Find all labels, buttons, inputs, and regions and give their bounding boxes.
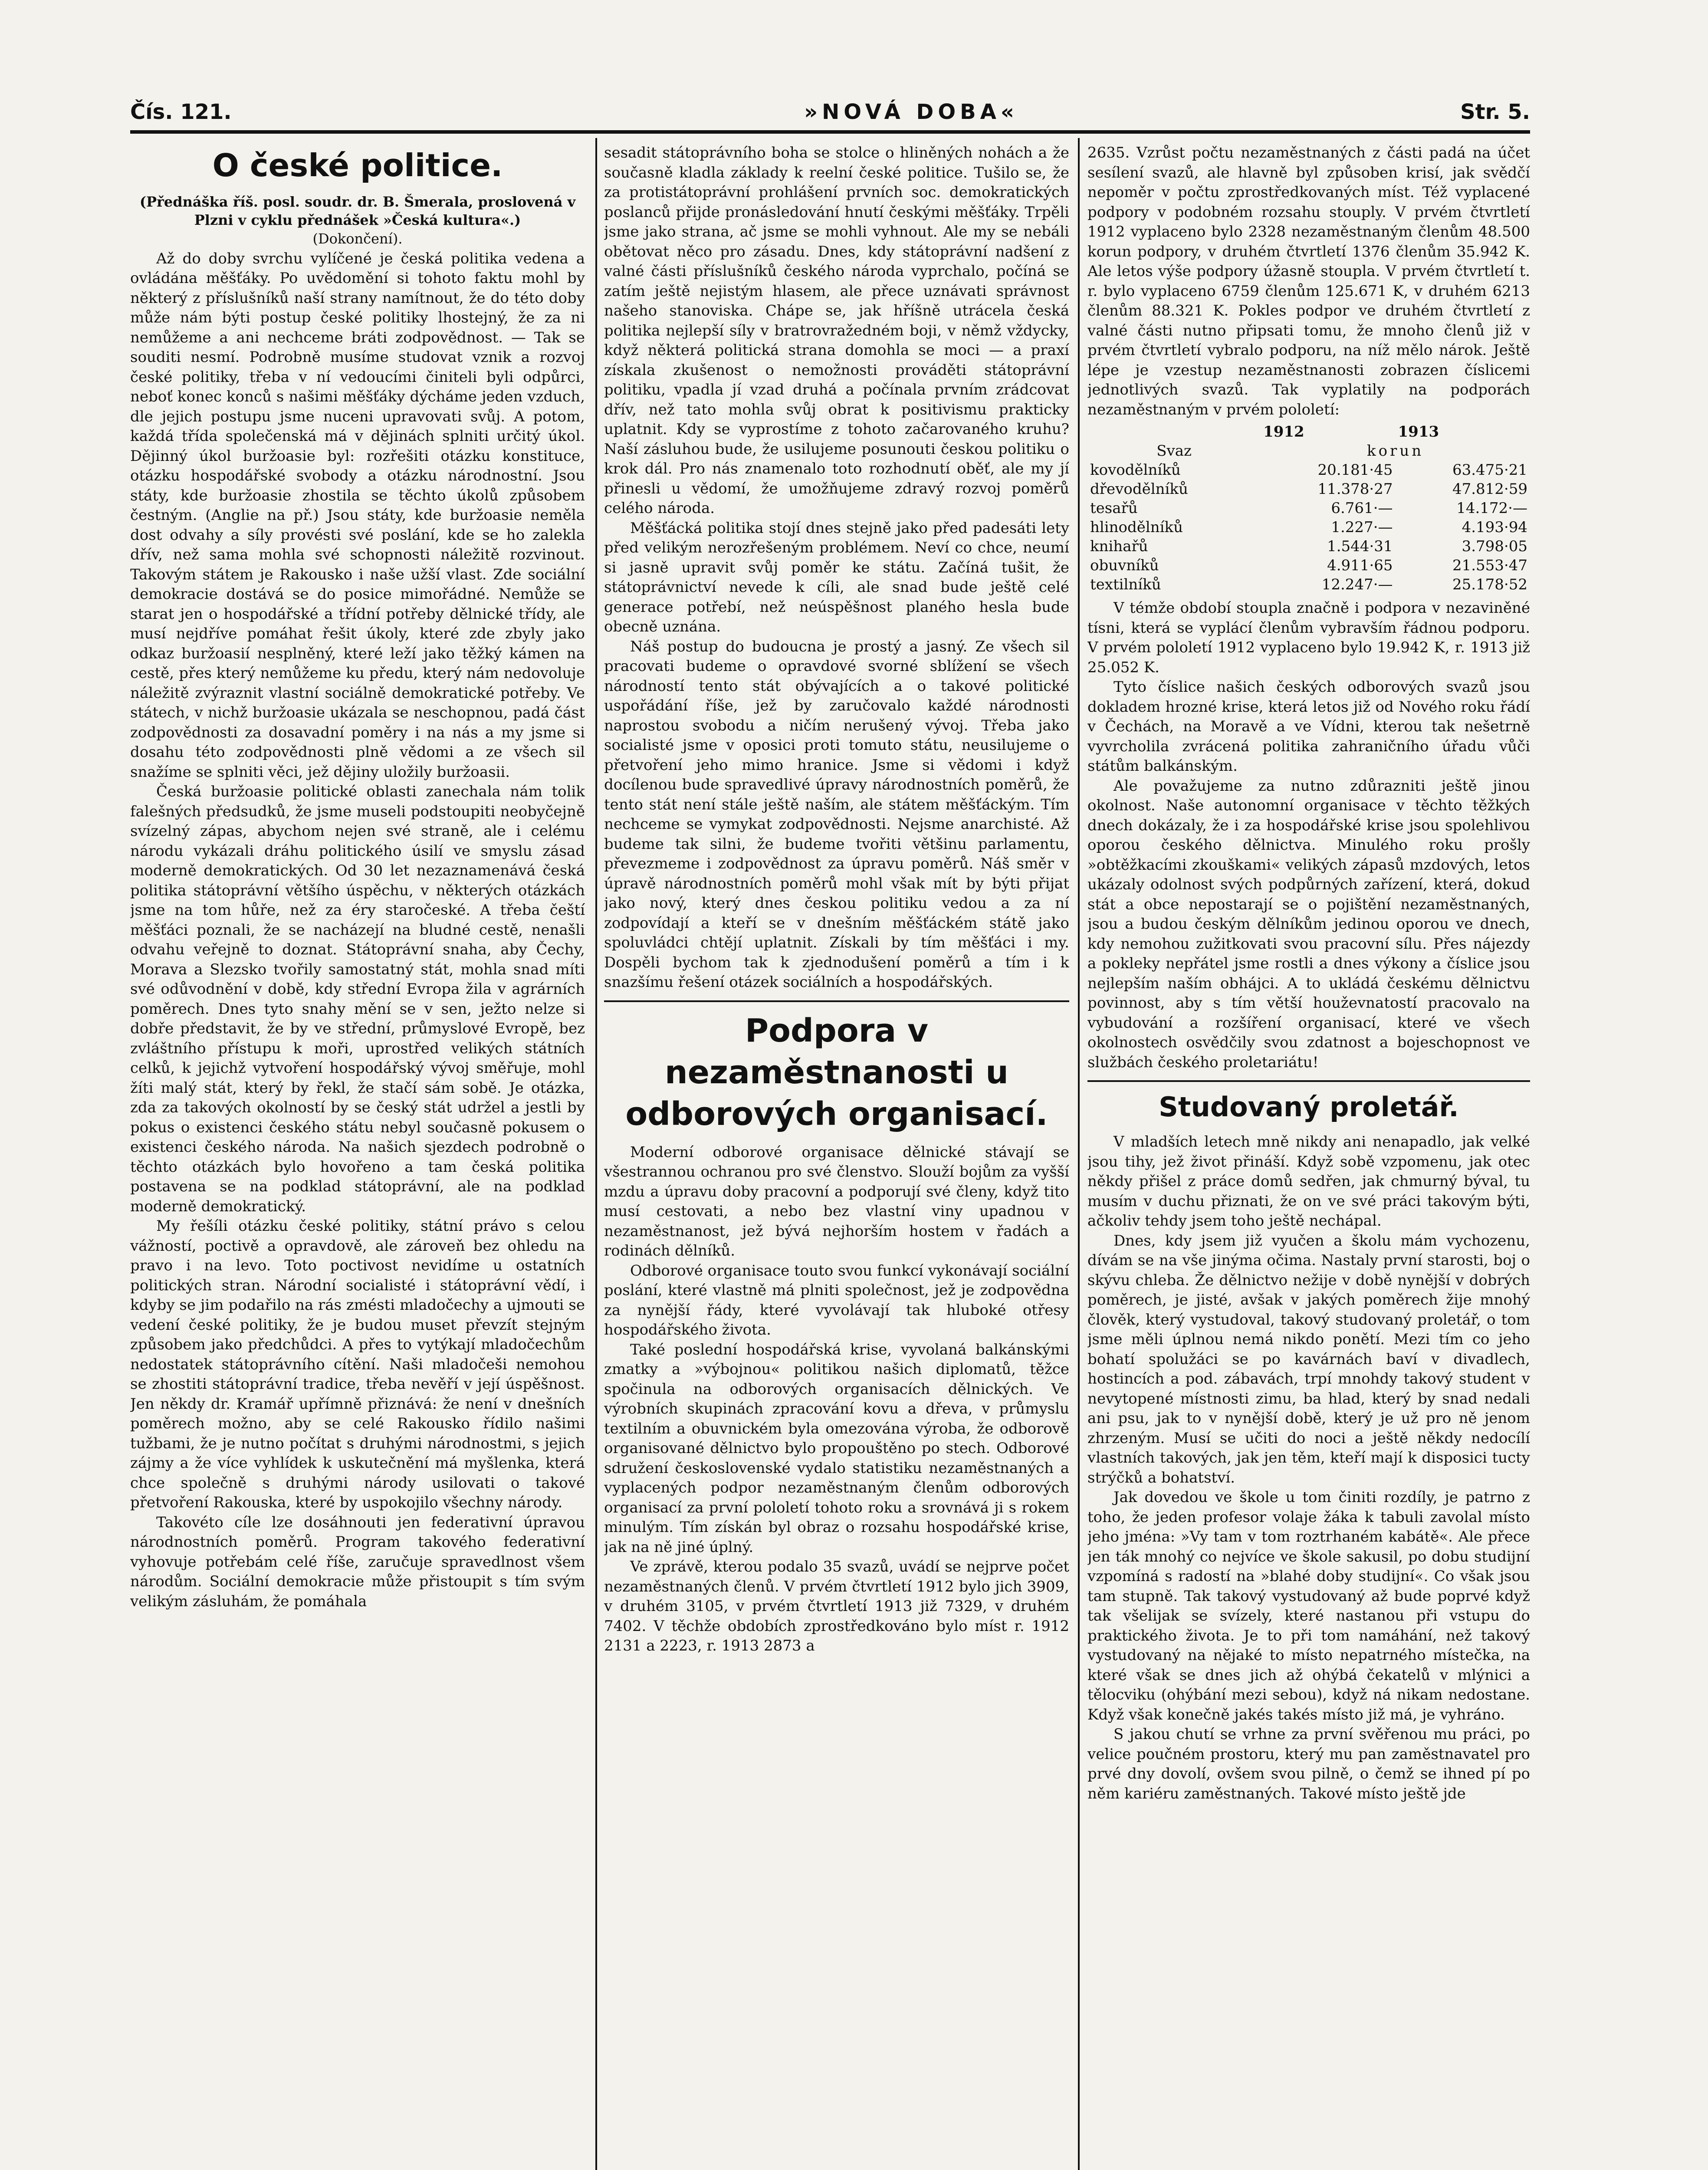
unemployment-support-table xyxy=(1087,422,1530,594)
table-cell-1913: 63.475·21 xyxy=(1452,461,1527,479)
article-title-o-ceske-politice: O české politice. xyxy=(212,147,503,184)
table-cell-1913: 25.178·52 xyxy=(1452,576,1527,593)
table-cell-name: kovodělníků xyxy=(1090,461,1181,479)
table-row xyxy=(1087,518,1530,537)
table-cell-1912: 1.544·31 xyxy=(1327,538,1393,555)
paragraph: Takovéto cíle lze dosáhnouti jen federativní úpravou národnostních poměrů. Program takového federativní vyhovuje potřebám celé říše, zaručuje spravedlnost všem národům. Sociální demokracie může přistoupit s tím svým velikým zásluhám, že pomáhala xyxy=(130,1513,585,1610)
paragraph: Dnes, kdy jsem již vyučen a školu mám vychozenu, dívám se na vše jinýma očima. Nastaly první starosti, boj o skývu chleba. Že dělnictvo nežije v době nynější v dobrých poměrech, je jisté, avšak v jakých poměrech žije mnohý člověk, který vystudoval, takový studovaný proletář, o tom jsme měli úplnou nemá nikdo ponětí. Mezi tím co jeho bohatí spolužáci se po kavárnách baví v divadlech, hostincích a pod. zábavách, trpí mnohdy takový student v nevytopené místnosti zimu, ba hlad, který by snad nedali ani psu, jak to v nynější době, který je už pro ně jenom zhrzeným. Musí se učiti do noci a ještě někdy nedocílí vlastních takových, jak jen těm, kteří mají k disposici tucty strýčků a bohatství. xyxy=(1087,1232,1530,1486)
header-rule xyxy=(130,130,1530,134)
table-row xyxy=(1087,460,1530,480)
table-cell-1913: 4.193·94 xyxy=(1462,519,1527,536)
paragraph: Měšťácká politika stojí dnes stejně jako před padesáti lety před velikým nerozřešeným problémem. Neví co chce, neumí si jasně upravit svůj poměr ke státu. Začíná tušit, že státoprávnictví nevede k cíli, ale snad bude ještě celé generace potřebí, než neúspěšnost planého hesla bude obecně uznána. xyxy=(604,519,1069,635)
paragraph: sesadit státoprávního boha se stolce o hliněných nohách a že současně kladla základy k reelní české politice. Tušilo se, že za protistátoprávní prohlášení prvních soc. demokratických poslanců přijde pronásledování hnutí českými měšťáky. Trpěli jsme jako strana, ač jsme se mohli vyhnout. Ale my se nebáli obětovat něco pro zásadu. Dnes, kdy státoprávní nadšení z valné části příslušníků českého národa vyprchalo, počíná se zatím ještě nejistým hlasem, ale přece uznávati správnost našeho stanoviska. Chápe se, jak hříšně utrácela česká politika nejlepší síly v bratrovražedném boji, v němž vždycky, když některá politická strana domohla se moci — a praxí získala zkušenost o nemožnosti prováděti státoprávní politiku, vpadla jí vzad druhá a počínala prvním zrádcovat dřív, než tato mohla svůj obrat k positivismu prakticky uplatnit. Kdy se vyprostíme z tohoto začarovaného kruhu? Naší zásluhou bude, že usilujeme posunouti českou politiku o krok dál. Pro nás znamenalo toto rozhodnutí oběť, ale my jí přinesli u vědomí, že umožňujeme zdravý rozvoj poměrů celého národa. xyxy=(604,144,1069,517)
paragraph: Ale považujeme za nutno zdůrazniti ještě jinou okolnost. Naše autonomní organisace v těchto těžkých dnech dokázaly, že i za hospodářské krise jsou spolehlivou oporou českého dělnictva. Minulého roku prošly »obtěžkacími zkouškami« velikých zápasů mzdových, letos ukázaly odolnost svých podpůrných zařízení, která, dokud stát a obce nepostarají se o pojištění nezaměstnaných, jsou a budou českým dělníkům jedinou oporou ve dnech, kdy nemohou zužitkovati svou pracovní sílu. Přes nájezdy a pokleky nepřátel jsme rostli a dnes výkony a číslice jsou nejlepším naším obhájci. A to ukládá českému dělnictvu povinnost, aby s tím větší houževnatostí pracovalo na vybudování a rozšíření organisací, které ve všech okolnostech osvědčily svou zdatnost a bojeschopnost ve službách českého proletariátu! xyxy=(1087,777,1530,1071)
column-divider-2 xyxy=(1078,138,1080,2170)
issue-number: Čís. 121. xyxy=(130,100,232,124)
column-3 xyxy=(1087,143,1530,2170)
page-header xyxy=(130,96,1530,131)
table-cell-1913: 21.553·47 xyxy=(1452,557,1527,574)
table-col-union: Svaz xyxy=(1156,442,1192,460)
paragraph: V mladších letech mně nikdy ani nenapadlo, jak velké jsou tihy, jež život přináší. Když sobě vzpomenu, jak otec někdy přišel z práce domů sedřen, jak chmurný býval, tu musím v duchu přiznati, že on ve své práci takovým býti, ačkoliv tehdy jsem toho ještě nechápal. xyxy=(1087,1133,1530,1230)
table-row xyxy=(1087,556,1530,575)
table-cell-1913: 3.798·05 xyxy=(1462,538,1527,555)
table-cell-1912: 12.247·— xyxy=(1321,576,1393,593)
table-row xyxy=(1087,575,1530,594)
page-number: Str. 5. xyxy=(1460,100,1530,124)
paragraph: Moderní odborové organisace dělnické stávají se všestrannou ochranou pro své členstvo. Slouží bojům za vyšší mzdu a úpravu doby pracovní a podporují své členy, když tito musí cestovati, a nebo bez vlastní viny upadnou v nezaměstnanost, jež bývá nejhorším hostem v řadách a rodinách dělníků. xyxy=(604,1143,1069,1259)
table-year-1912: 1912 xyxy=(1263,423,1304,441)
paragraph: My řešíli otázku české politiky, státní právo s celou vážností, poctivě a opravdově, ale zároveň bez ohledu na pravo i na levo. Toto poctivost nevidíme u ostatních politických stran. Národní socialisté i státoprávní vědí, i kdyby se jim podařilo na rás zmésti mladočechy a ujmouti se vedení české politiky, že je budou muset převzít stejným způsobem jako předchůdci. A přes to vytýkají mladočechům nedostatek státoprávního cítění. Naši mladočeši nemohou se zhostiti státoprávní tradice, třeba nevěří v její úspěšnost. Jen někdy dr. Kramář upřímně přiznává: že není v dnešních poměrech možno, aby se celé Rakousko řídilo našimi tužbami, že je nutno počítat s druhými národnostmi, s jejich zájmy a že více vyhlídek k uskutečnění má myšlenka, která chce společně s druhými národy usilovati o takové přetvoření Rakouska, které by uspokojilo všechny národy. xyxy=(130,1217,585,1511)
table-cell-name: knihařů xyxy=(1090,538,1148,555)
article-title-podpora: Podpora v nezaměstnanosti u odborových organisací. xyxy=(625,1012,1048,1133)
table-cell-1912: 4.911·65 xyxy=(1327,557,1393,574)
column-2 xyxy=(604,143,1069,2170)
table-cell-1912: 20.181·45 xyxy=(1317,461,1393,479)
table-cell-1913: 47.812·59 xyxy=(1452,480,1527,498)
table-cell-name: obuvníků xyxy=(1090,557,1159,574)
paragraph: Také poslední hospodářská krise, vyvolaná balkánskými zmatky a »výbojnou« politikou našich diplomatů, těžce spočinula na odborových organisacích dělnických. Ve výrobních skupinách zpracování kovu a dřeva, v průmyslu textilním a obuvnickém byla omezována výroba, že odborově organisované dělnictvo bylo propouštěno po stech. Odborové sdružení československé vydalo statistiku nezaměstnaných a vyplacených podpor nezaměstnaným členům odborových organisací za první pololetí tohoto roku a srovnává ji s rokem minulým. Tím získán byl obraz o rozsahu hospodářské krise, jak na ně jiné úplný. xyxy=(604,1341,1069,1556)
table-cell-name: dřevodělníků xyxy=(1090,480,1188,498)
paragraph: Česká buržoasie politické oblasti zanechala nám tolik falešných předsudků, že jsme museli podstoupiti neobyčejně svízelný zápas, abychom nejen své straně, ale i celému národu vykázali dráhu politického úsilí ve smyslu zásad moderně demokratických. Od 30 let nezaznamenává česká politika státoprávní většího úspěchu, v některých otázkách jsme na tom hůře, než za éry staročeské. A třeba čeští měšťáci poznali, že se nacházejí na bludné cestě, nenašli odvahu veřejně to doznat. Státoprávní snaha, aby Čechy, Morava a Slezsko tvořily samostatný stát, mohla snad míti své odůvodnění v době, kdy střední Evropa žila v agrárních poměrech. Dnes tyto snahy mění se v sen, ježto nelze si dobře představit, že by ve střední, průmyslové Evropě, bez zvláštního přístupu k moři, uprostřed velikých státních celků, k jejichž vytvoření hospodářský vývoj směřuje, mohl žíti malý stát, který by řekl, že stačí sám sobě. Je otázka, zda za takových okolností by se český stát udržel a jestli by pokus o existenci českého státu nebyl současně pokusem o existenci českého národa. Na našich sjezdech podrobně o těchto otázkách bylo hovořeno a tam česká politika postavena se na podklad státoprávní, ale na podklad moderně demokratický. xyxy=(130,783,585,1215)
column-divider-1 xyxy=(595,138,597,2170)
table-cell-1913: 14.172·— xyxy=(1456,500,1527,517)
paragraph: S jakou chutí se vrhne za první svěřenou mu práci, po velice poučném prostoru, který mu pan zaměstnavatel pro prvé dny dovolí, ovšem svou pilně, o čemž se ihned pí po něm kariéru zaměstnaných. Takové místo ještě jde xyxy=(1087,1726,1530,1802)
paragraph: Jak dovedou ve škole u tom činiti rozdíly, je patrno z toho, že jeden profesor volaje žáka k tabuli zavolal místo jeho jména: »Vy tam v tom roztrhaném kabátě«. Ale přece jen ták mnohý co nejvíce ve škole sakusil, po dobu studijní vzpomíná s radostí na »blahé doby studijní«. Co však jsou tam stupně. Tak takový vystudovaný až bude poprvé když tak všelijak se svízely, které nastanou při vstupu do praktického života. Je to při tom namáhání, než takový vystudovaný na nějaké to místo nepatrného místečka, na které však se dnes jich až ohýbá čekatelů v mlýnici a tělocviku (ohýbání mezi sebou), když ná nikam nedostane. Když však konečně jakés takés místo již má, je vyhráno. xyxy=(1087,1489,1530,1723)
table-row xyxy=(1087,480,1530,499)
table-year-1913: 1913 xyxy=(1398,423,1439,441)
table-cell-name: textilníků xyxy=(1090,576,1161,593)
article-status: (Dokončení). xyxy=(312,230,403,247)
table-row xyxy=(1087,537,1530,556)
article-separator xyxy=(1087,1080,1530,1082)
article-subtitle: (Přednáška říš. posl. soudr. dr. B. Šmerala, proslovená v Plzni v cyklu přednášek »Česká kultura«.) xyxy=(139,194,576,228)
paragraph: V témže období stoupla značně i podpora v nezaviněné tísni, která se vyplácí členům vybravším řádnou podporu. V prvém pololetí 1912 vyplaceno bylo 19.942 K, r. 1913 již 25.052 K. xyxy=(1087,599,1530,676)
table-col-unit: korun xyxy=(1366,442,1424,460)
table-cell-name: hlinodělníků xyxy=(1090,519,1183,536)
paragraph: Náš postup do budoucna je prostý a jasný. Ze všech sil pracovati budeme o opravdové svorné sblížení se všech národností tento stát obývajících a o takové politické uspořádání říše, jež by zaručovalo každé národnosti naprostou svobodu a ničím nerušený vývoj. Třeba jako socialisté jsme v oposici proti tomuto státu, neusilujeme o přetvoření jeho mimo hranice. Jsme si vědomi i když docílenou bude spravedlivé úpravy národnostních poměrů, že tento stát není stále ještě naším, ale státem měšťáckým. Tím nechceme se vymykat zodpovědnosti. Nejsme anarchisté. Až budeme tak silni, že budeme tvořiti většinu parlamentu, převezmeme i zodpovědnost za úpravu poměrů. Náš směr v úpravě národnostních poměrů mohl však mít by býti přijat jako nový, který dnes českou politiku vedou a za ní zodpovídají a kteří se v dnešním měšťáckém státě jako spoluvládci chtějí uplatnit. Získali by tím měšťáci i my. Dospěli bychom tak k zjednodušení poměrů a tím i k snazšímu řešení otázek sociálních a hospodářských. xyxy=(604,638,1069,991)
article-title-studovany-proletar: Studovaný proletář. xyxy=(1159,1091,1459,1123)
masthead-title: »NOVÁ DOBA« xyxy=(804,100,1018,124)
article-separator xyxy=(604,1000,1069,1002)
column-1 xyxy=(130,143,585,2170)
paragraph: Až do doby svrchu vylíčené je česká politika vedena a ovládána měšťáky. Po uvědomění si tohoto faktu mohl by některý z příslušníků naší strany namítnout, že do této doby může nám býti postup české politiky lhostejný, že za ni nemůžeme a ani nechceme bráti zodpovědnost. — Tak se souditi nesmí. Podrobně musíme studovat vznik a rozvoj české politiky, třeba v ní vedoucími činiteli byli odpůrci, neboť konec konců s našimi měšťáky dýcháme jeden vzduch, dle jejich postupu jsme nuceni upravovati svůj. A potom, každá třída společenská má v dějinách splniti určitý úkol. Dějinný úkol buržoasie byl: rozřešiti otázku konstituce, otázku hospodářské svobody a otázku národnostní. Jsou státy, kde buržoasie zhostila se těchto úkolů způsobem čestným. (Anglie na př.) Jsou státy, kde buržoasie neměla dost odvahy a síly provésti své poslání, kde se ho zalekla dřív, než sama mohla své schopnosti náležitě rozvinout. Takovým státem je Rakousko i naše užší vlast. Zde sociální demokracie dostává se do posice mimořádné. Nemůže se starat jen o hospodářské a třídní potřeby dělnické třídy, ale musí nejdříve pomáhat řešit úkoly, které zde zbyly jako odkaz buržoasií nesplněný, které leží jako těžký kámen na cestě, přes který nemůžeme ku předu, který nám nedovoluje náležitě zvýraznit vlastní sociálně demokratické potřeby. Ve státech, v nichž buržoasie ukázala se neschopnou, padá část zodpovědnosti za dosavadní poměry i na nás a my jsme si dosahu této zodpovědnosti plně vědomi a ze všech sil snažíme se splniti věci, jež dějiny uložily buržoasii. xyxy=(130,250,585,781)
table-cell-name: tesařů xyxy=(1090,500,1138,517)
table-cell-1912: 11.378·27 xyxy=(1317,480,1393,498)
table-row xyxy=(1087,499,1530,518)
table-cell-1912: 1.227·— xyxy=(1331,519,1393,536)
paragraph: Tyto číslice našich českých odborových svazů jsou dokladem hrozné krise, která letos již od Nového roku řádí v Čechách, na Moravě a ve Vídni, kterou tak nešetrně vyvrcholila zvrácená politika zahraničního úřadu vůči státům balkánským. xyxy=(1087,678,1530,775)
paragraph: 2635. Vzrůst počtu nezaměstnaných z části padá na účet sesílení svazů, ale hlavně byl způsoben krisí, jak svědčí nepoměr v počtu zprostředkovaných míst. Též vyplacené podpory v podobném rozsahu stouply. V prvém čtvrtletí 1912 vyplaceno bylo 2328 nezaměstnaným členům 48.500 korun podpory, v druhém čtvrtletí 1376 členům 35.942 K. Ale letos výše podpory úžasně stoupla. V prvém čtvrtletí t. r. bylo vyplaceno 6759 členům 125.671 K, v druhém 6213 členům 88.321 K. Pokles podpor ve druhém čtvrtletí z valné části nutno připsati tomu, že mnoho členů již v prvém čtvrtletí vybralo podporu, na níž mělo nárok. Ještě lépe je vzestup nezaměstnanosti zobrazen číslicemi jednotlivých svazů. Tak vyplatily na podporách nezaměstnaným v prvém pololetí: xyxy=(1087,144,1530,418)
paragraph: Ve zprávě, kterou podalo 35 svazů, uvádí se nejprve počet nezaměstnaných členů. V prvém čtvrtletí 1912 bylo jich 3909, v druhém 3105, v prvém čtvrtletí 1913 již 7329, v druhém 7402. V těchže obdobích zprostředkováno bylo míst r. 1912 2131 a 2223, r. 1913 2873 a xyxy=(604,1558,1069,1654)
paragraph: Odborové organisace touto svou funkcí vykonávají sociální poslání, které vlastně má plniti společnost, jež je zodpovědna za nynější řády, které vyvolávají tak hluboké otřesy hospodářského života. xyxy=(604,1262,1069,1338)
table-cell-1912: 6.761·— xyxy=(1331,500,1393,517)
